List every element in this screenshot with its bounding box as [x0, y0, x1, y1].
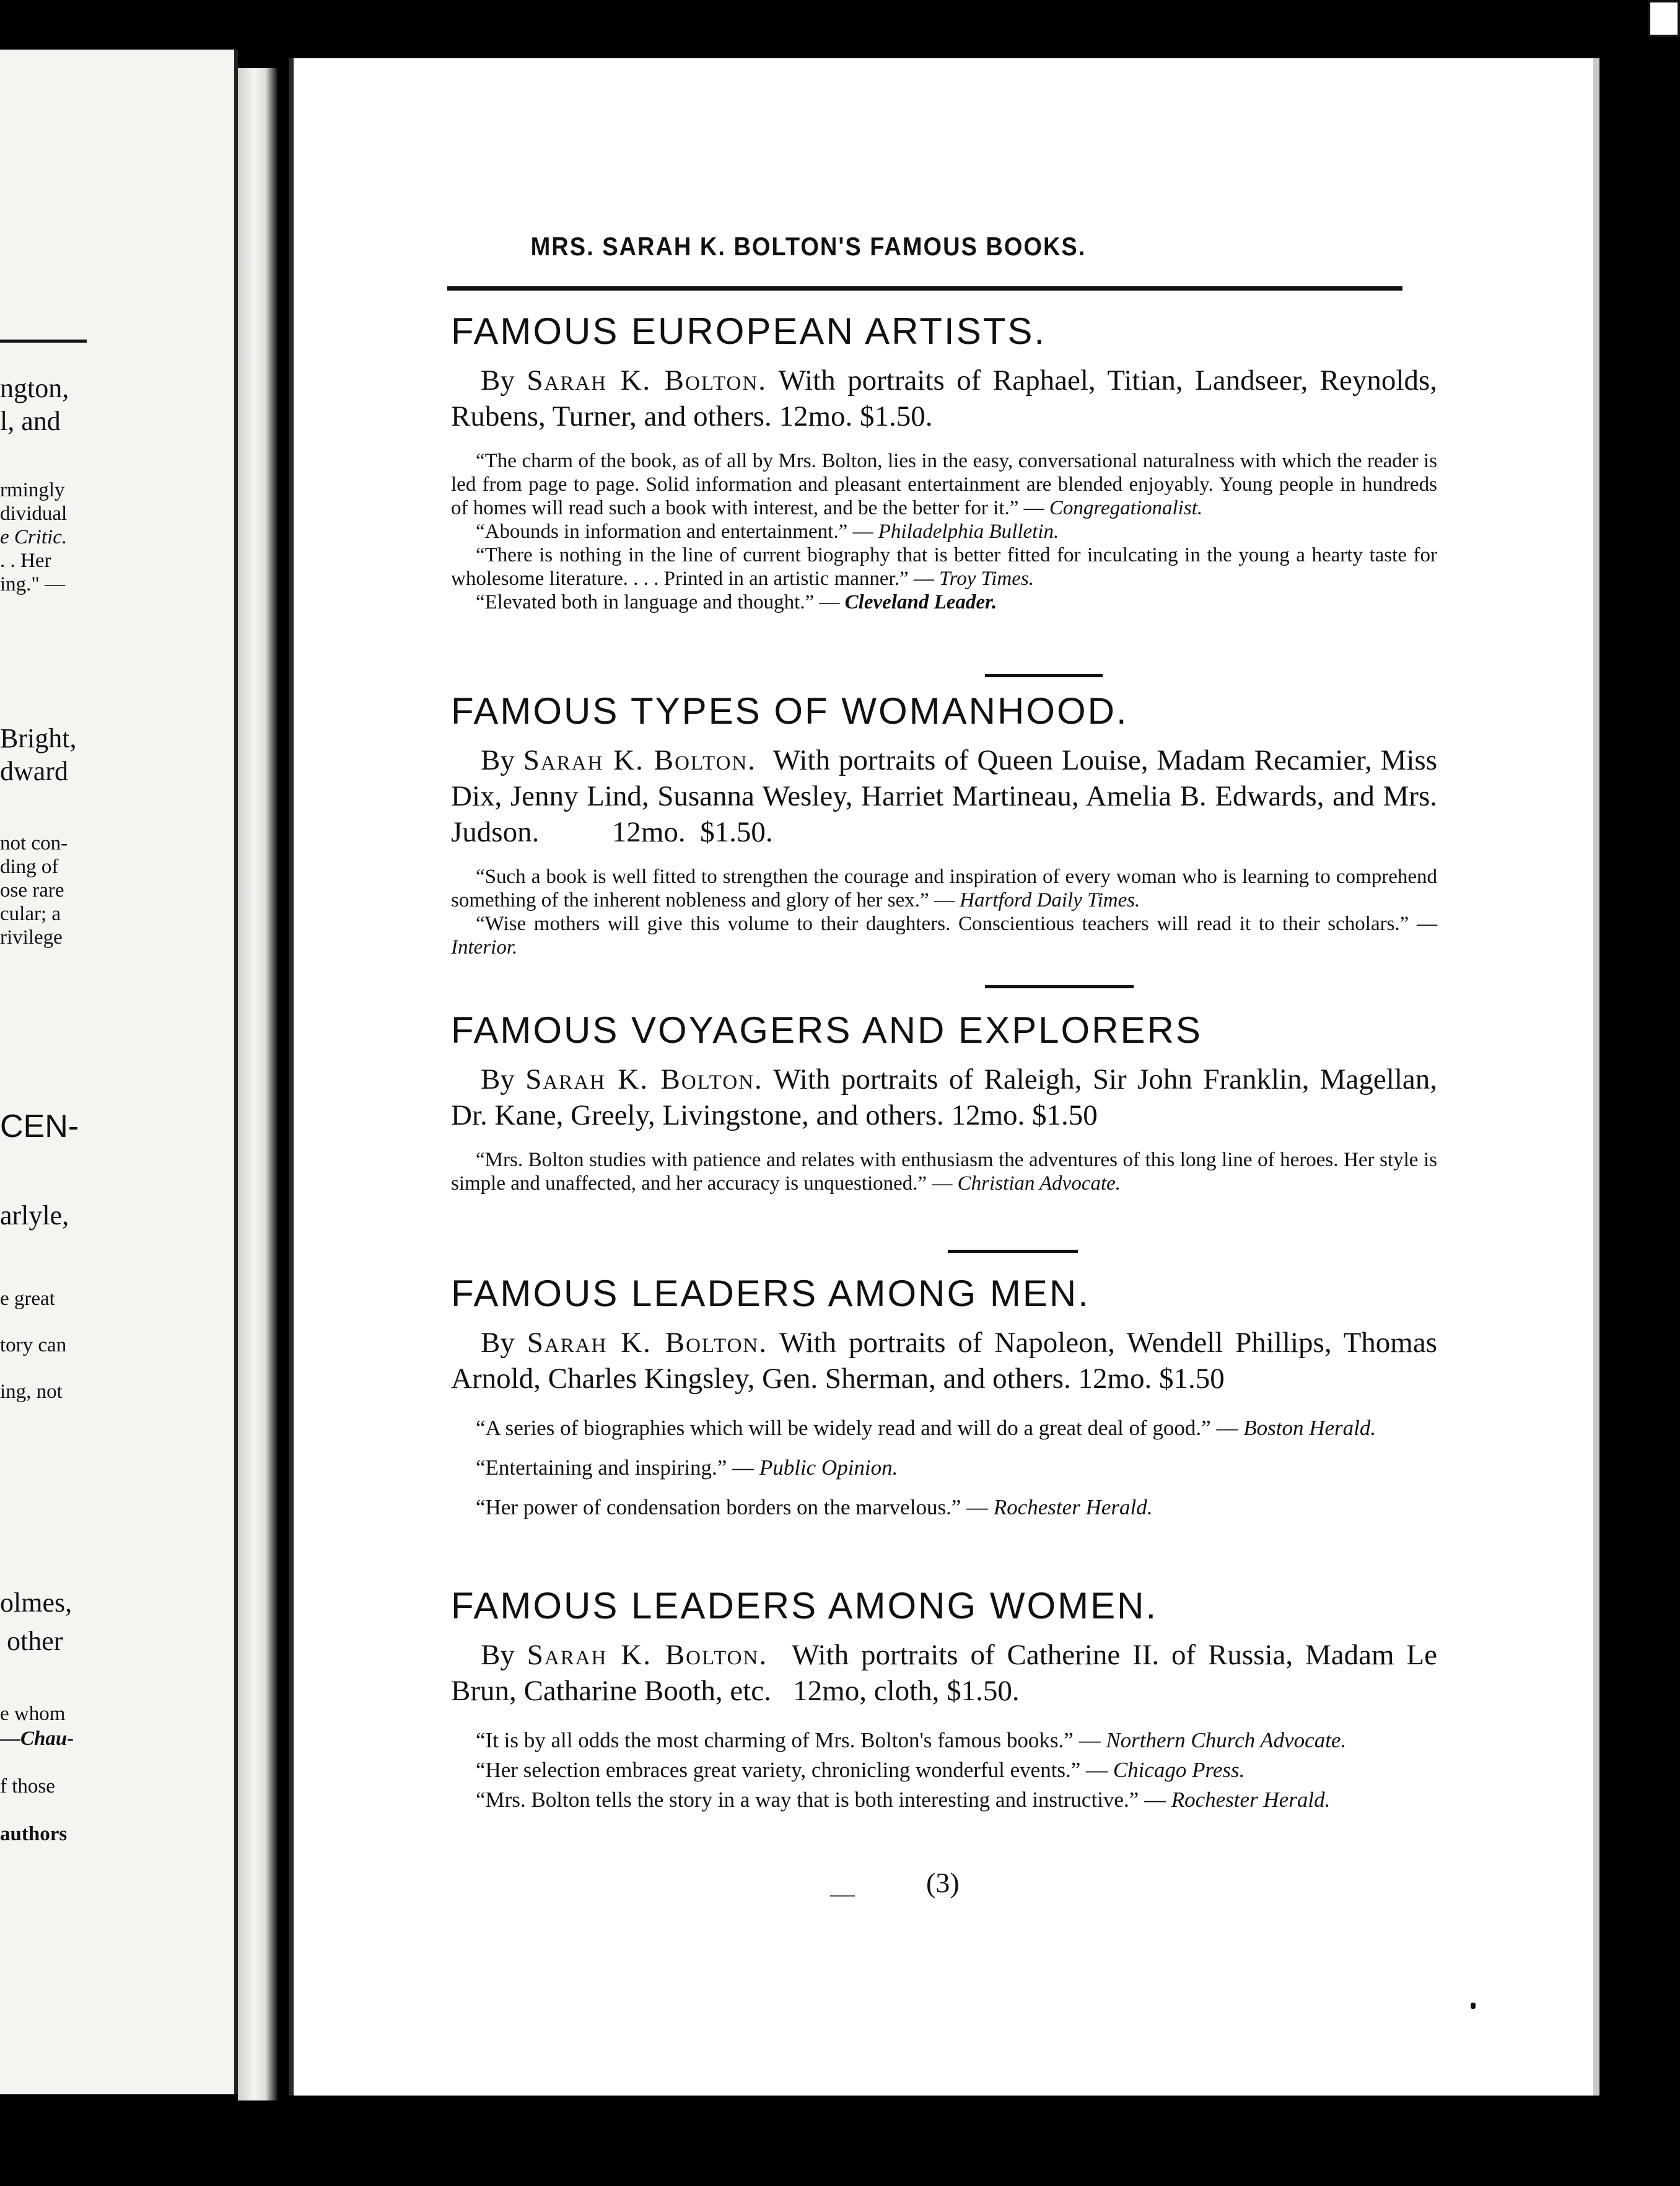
section-divider: [985, 674, 1103, 677]
book-description: [451, 1061, 1437, 1133]
review-source: Chicago Press.: [1113, 1758, 1245, 1782]
book-title: FAMOUS EUROPEAN ARTISTS.: [451, 310, 1047, 352]
desc-text: With portraits of Queen Louise, Madam Recamier, Miss Dix, Jenny Lind, Susanna Wesley, Harriet Martineau, Amelia B. Edwards, and Mrs. Judson. 12mo. $1.50.: [451, 744, 1445, 848]
left-fragment: l, and: [0, 406, 61, 436]
desc-prefix: By: [481, 364, 527, 397]
book-title: FAMOUS VOYAGERS AND EXPLORERS: [451, 1009, 1202, 1051]
review-quote: “Mrs. Bolton studies with patience and relates with enthusiasm the adventures of this long line of heroes. Her style is simple and unaffected, and her accuracy is unquestioned.” — Christian Advocate.: [451, 1149, 1437, 1195]
review-source: Rochester Herald.: [1171, 1788, 1331, 1812]
stray-mark: [1471, 2003, 1476, 2009]
left-fragment: rivilege: [0, 926, 63, 949]
book-entry: [451, 1275, 1437, 1521]
review-source: Hartford Daily Times.: [960, 889, 1140, 911]
left-fragment: arlyle,: [0, 1200, 69, 1231]
desc-text: With portraits of Raphael, Titian, Landseer, Reynolds, Rubens, Turner, and others. 12mo. $1.50.: [451, 364, 1437, 432]
left-fragment: f those: [0, 1775, 55, 1798]
left-page-rule: [0, 340, 87, 343]
page-number: (3): [926, 1867, 960, 1898]
stray-mark: [830, 1895, 855, 1897]
book-spine: [238, 68, 278, 2100]
review-quotes: [451, 1727, 1437, 1813]
desc-text: With portraits of Napoleon, Wendell Phillips, Thomas Arnold, Charles Kingsley, Gen. Sherman, and others. 12mo. $1.50: [451, 1327, 1437, 1395]
review-source: Congregationalist.: [1049, 497, 1203, 519]
left-fragment: e whom: [0, 1703, 66, 1725]
author-name: Sarah K. Bolton.: [525, 1063, 763, 1095]
section-divider: [948, 1250, 1078, 1253]
desc-prefix: By: [481, 1063, 526, 1095]
review-quote: “Elevated both in language and thought.” — Cleveland Leader.: [476, 591, 997, 613]
book-entry: [451, 1585, 1445, 1813]
author-name: Sarah K. Bolton.: [527, 1327, 768, 1359]
desc-prefix: By: [481, 1639, 527, 1671]
left-fragment: rmingly: [0, 479, 65, 501]
review-quotes: [451, 449, 1437, 614]
review-quote: “Wise mothers will give this volume to their daughters. Conscientious teachers will read it to their scholars.” — Interior.: [451, 913, 1437, 959]
review-quote: “A series of biographies which will be widely read and will do a great deal of good.” — Boston Herald.: [476, 1416, 1376, 1440]
left-fragment: dividual: [0, 503, 68, 525]
book-entry: [451, 310, 1437, 614]
review-source: Northern Church Advocate.: [1106, 1728, 1347, 1752]
left-fragment: olmes,: [0, 1587, 72, 1618]
book-description: [451, 1325, 1437, 1397]
author-name: Sarah K. Bolton.: [527, 1639, 768, 1671]
book-title: FAMOUS TYPES OF WOMANHOOD.: [451, 690, 1129, 732]
left-fragment: ing, not: [0, 1381, 63, 1403]
review-quote: “Entertaining and inspiring.” — Public Opinion.: [476, 1455, 898, 1480]
desc-prefix: By: [481, 1327, 527, 1359]
left-fragment: authors: [0, 1823, 68, 1845]
left-fragment: cular; a: [0, 903, 61, 925]
left-fragment: CEN-: [0, 1108, 79, 1144]
left-fragment: . . Her: [0, 550, 51, 572]
left-fragment: other: [0, 1626, 63, 1656]
review-source: Philadelphia Bulletin.: [878, 520, 1059, 543]
left-fragment: —Chau-: [0, 1727, 74, 1750]
left-fragment: dward: [0, 756, 68, 786]
review-source: Christian Advocate.: [957, 1172, 1121, 1195]
book-entry: [451, 1009, 1437, 1195]
review-quote: “Abounds in information and entertainment.” — Philadelphia Bulletin.: [476, 520, 1059, 543]
corner-mark: [1648, 0, 1680, 37]
desc-prefix: By: [481, 744, 523, 776]
book-entry: [451, 690, 1445, 959]
author-name: Sarah K. Bolton.: [527, 364, 767, 397]
review-quotes: [451, 1148, 1437, 1195]
review-source: Troy Times.: [939, 568, 1034, 590]
review-source: Rochester Herald.: [993, 1495, 1153, 1519]
review-quote: “Her selection embraces great variety, chronicling wonderful events.” — Chicago Press.: [476, 1758, 1245, 1782]
review-quote: “There is nothing in the line of current biography that is better fitted for inculcating in the young a hearty taste for wholesome literature. . . . Printed in an artistic manner.” — Troy Times.: [451, 544, 1437, 590]
left-fragment: not con-: [0, 832, 68, 854]
running-head: MRS. SARAH K. BOLTON'S FAMOUS BOOKS.: [530, 232, 1087, 262]
book-description: [451, 362, 1437, 434]
book-description: [451, 1637, 1445, 1709]
left-fragment: e Critic.: [0, 526, 68, 548]
left-fragment: e great: [0, 1288, 55, 1310]
book-description: [451, 742, 1445, 850]
review-source: Interior.: [451, 936, 518, 959]
left-fragment: ding of: [0, 856, 59, 878]
review-quote: “Her power of condensation borders on the marvelous.” — Rochester Herald.: [476, 1495, 1153, 1519]
review-source: Cleveland Leader.: [844, 591, 997, 613]
left-fragment: tory can: [0, 1334, 67, 1356]
review-quotes: [451, 1415, 1437, 1521]
header-rule: [447, 286, 1402, 291]
review-quote: “Mrs. Bolton tells the story in a way that is both interesting and instructive.” — Rochester Herald.: [476, 1788, 1331, 1812]
book-title: FAMOUS LEADERS AMONG WOMEN.: [451, 1585, 1158, 1626]
review-quote: “It is by all odds the most charming of Mrs. Bolton's famous books.” — Northern Church Advocate.: [476, 1728, 1347, 1752]
left-fragment: Bright,: [0, 723, 77, 753]
left-page-fragment: [0, 50, 238, 2094]
left-fragment: ngton,: [0, 373, 69, 403]
author-name: Sarah K. Bolton.: [523, 744, 757, 776]
desc-text: With portraits of Catherine II. of Russia, Madam Le Brun, Catharine Booth, etc. 12mo, cloth, $1.50.: [451, 1639, 1445, 1707]
review-quote: “The charm of the book, as of all by Mrs. Bolton, lies in the easy, conversational naturalness with which the reader is led from page to page. Solid information and pleasant entertainment are blended enjoyably. Young people in hundreds of homes will read such a book with interest, and be the better for it.” — Congregationalist.: [451, 450, 1437, 519]
review-source: Public Opinion.: [759, 1455, 898, 1480]
left-fragment: ose rare: [0, 879, 64, 902]
review-source: Boston Herald.: [1243, 1416, 1376, 1440]
desc-text: With portraits of Raleigh, Sir John Franklin, Magellan, Dr. Kane, Greely, Livingstone, and others. 12mo. $1.50: [451, 1063, 1437, 1131]
section-divider: [985, 985, 1134, 988]
review-quote: “Such a book is well fitted to strengthen the courage and inspiration of every woman who is learning to comprehend something of the inherent nobleness and glory of her sex.” — Hartford Daily Times.: [451, 866, 1437, 911]
review-quotes: [451, 865, 1437, 959]
left-fragment: ing." —: [0, 573, 66, 595]
book-title: FAMOUS LEADERS AMONG MEN.: [451, 1273, 1090, 1314]
